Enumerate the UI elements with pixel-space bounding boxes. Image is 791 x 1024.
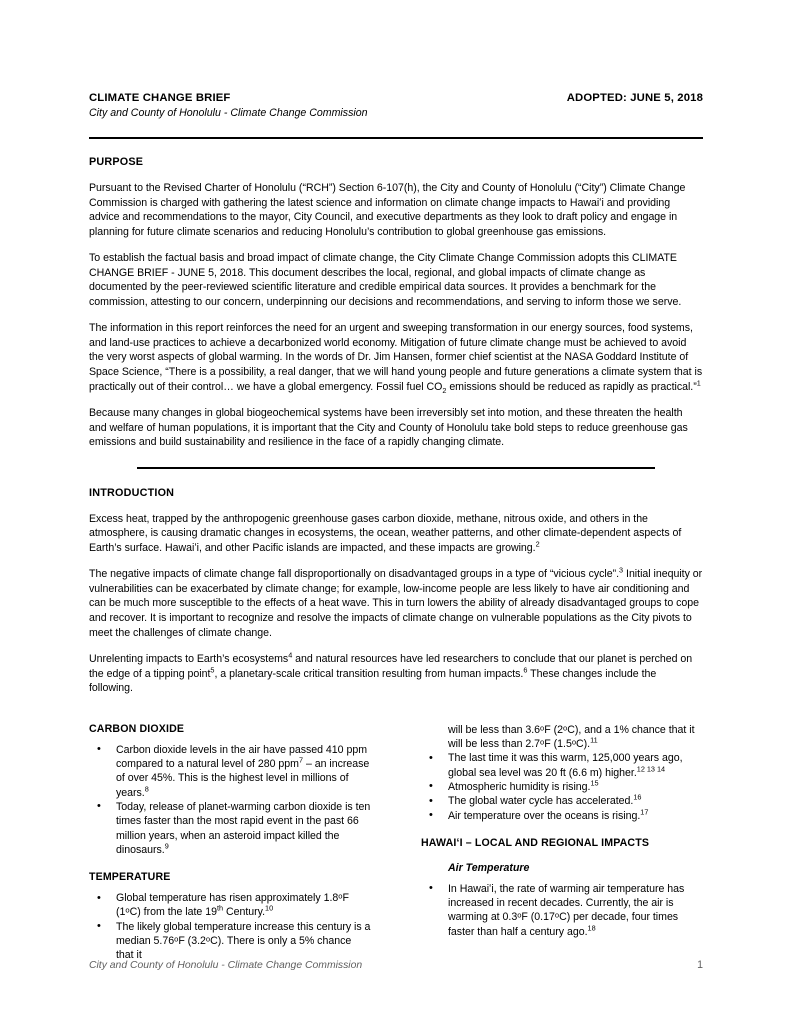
ordinal-suffix-th: th bbox=[216, 903, 224, 913]
co2-b1-part2: – an increase of over 45%. This is the highest level in millions of years. bbox=[116, 758, 370, 799]
document-content bbox=[89, 0, 703, 963]
footnote-ref-2: 2 bbox=[535, 539, 540, 549]
temperature-heading: TEMPERATURE bbox=[89, 871, 171, 884]
introduction-heading: INTRODUCTION bbox=[89, 486, 175, 499]
two-column-section bbox=[89, 723, 703, 963]
cont-part4: F (1.5 bbox=[544, 738, 572, 751]
list-item bbox=[421, 751, 703, 780]
footnote-ref-5: 5 bbox=[210, 665, 215, 675]
purpose-paragraph-hansen bbox=[89, 321, 703, 394]
adopted-date: ADOPTED: JUNE 5, 2018 bbox=[566, 92, 703, 104]
degree-symbol: o bbox=[205, 934, 211, 944]
degree-symbol: o bbox=[554, 911, 560, 921]
header-left-block bbox=[89, 91, 368, 121]
cont-part1: will be less than 3.6 bbox=[448, 723, 541, 736]
intro-p1-text: Excess heat, trapped by the anthropogenic greenhouse gases carbon dioxide, methane, nitrous oxide, and others in the atmosphere, is causing dramatic changes in ecosystems, the ocean, weather patterns, and other climate-dependent aspects of Earth’s surface. Hawaiʻi, and other Pacific islands are impacted, and these impacts are growing. bbox=[89, 512, 682, 554]
temp-b1-part2: F (1 bbox=[116, 892, 349, 919]
temp-b2-part2: F (3.2 bbox=[178, 935, 206, 948]
rb4-text: Air temperature over the oceans is rising. bbox=[448, 809, 641, 822]
rb1-text: The last time it was this warm, 125,000 years ago, global sea level was 20 ft (6.6 m) higher. bbox=[448, 752, 683, 779]
document-footer bbox=[89, 959, 703, 971]
footnote-ref-10: 10 bbox=[265, 903, 274, 913]
footnote-ref-1: 1 bbox=[696, 378, 701, 388]
degree-symbol: o bbox=[174, 934, 179, 944]
left-column bbox=[89, 723, 371, 963]
list-item bbox=[421, 809, 703, 823]
temperature-bullet-list bbox=[89, 891, 371, 962]
hansen-text-part2: emissions should be reduced as rapidly as practical.” bbox=[446, 380, 697, 393]
list-item bbox=[89, 800, 371, 857]
section-divider bbox=[137, 467, 655, 469]
cont-part2: F (2 bbox=[544, 723, 564, 736]
intro-p2-part2: Initial inequity or vulnerabilities can be exacerbated by climate change; for example, low-income people are less likely to have air conditioning and can be much more susceptible to the effects of a heat wave. This in turn lowers the ability of already disadvantaged groups to cope and recover. It is important to recognize and resolve the impacts of climate change on vulnerable populations as the City pivots to meet the challenges of climate change. bbox=[89, 568, 703, 639]
list-item bbox=[421, 780, 703, 794]
footnote-ref-9: 9 bbox=[164, 841, 169, 851]
footnote-ref-17: 17 bbox=[640, 807, 649, 817]
introduction-paragraph-2 bbox=[89, 567, 703, 640]
hansen-text-part1: The information in this report reinforces the need for an urgent and sweeping transformation in our energy sources, food systems, and land-use practices to achieve a decarbonized world economy. Mitigation of future climate change must be achieved to avoid the very worst aspects of global warming. In the words of Dr. Jim Hansen, former chief scientist at the NASA Goddard Institute of Space Science, “There is a possibility, a real danger, that we will hand young people and future generations a climate system that is practically out of their control… we have a global emergency. Fossil fuel CO bbox=[89, 322, 703, 393]
footnote-ref-15: 15 bbox=[590, 778, 599, 788]
footnote-ref-4: 4 bbox=[288, 650, 293, 660]
purpose-heading: PURPOSE bbox=[89, 156, 144, 168]
intro-p2-part1: The negative impacts of climate change fall disproportionally on disadvantaged groups in a type of “vicious cycle”. bbox=[89, 568, 620, 581]
list-item bbox=[421, 794, 703, 808]
rb3-text: The global water cycle has accelerated. bbox=[448, 795, 634, 808]
degree-symbol: o bbox=[571, 737, 577, 747]
footnote-ref-12-14: 12 13 14 bbox=[636, 764, 666, 774]
list-item bbox=[89, 891, 371, 920]
header-divider bbox=[89, 137, 703, 139]
air-temperature-subheading: Air Temperature bbox=[448, 861, 530, 874]
list-item bbox=[89, 743, 371, 800]
intro-p3-part2: and natural resources have led researchers to conclude that our planet is perched on the edge of a tipping point bbox=[89, 653, 693, 680]
intro-p3-part4: These changes include the following. bbox=[89, 667, 657, 695]
cont-part5: C). bbox=[576, 738, 591, 751]
document-title: CLIMATE CHANGE BRIEF bbox=[89, 92, 231, 104]
purpose-paragraph-4: Because many changes in global biogeochemical systems have been irreversibly set into motion, and these threaten the health and welfare of human populations, it is important that the City and County of Honolulu take bold steps to reduce greenhouse gas emissions and build sustainability and resilience in the face of a rapidly changing climate. bbox=[89, 407, 688, 449]
intro-p3-part1: Unrelenting impacts to Earth’s ecosystems bbox=[89, 653, 289, 666]
co2-b2-part1: Today, release of planet-warming carbon dioxide is ten times faster than the most rapid event in the past 66 million years, when an asteroid impact killed the dinosaurs. bbox=[116, 800, 371, 856]
list-item-continuation bbox=[421, 723, 703, 752]
intro-p3-part3: , a planetary-scale critical transition resulting from human impacts. bbox=[214, 667, 524, 680]
co2-subscript: 2 bbox=[442, 385, 447, 395]
temp-b2-part3: C). There is only a 5% chance that it bbox=[116, 935, 352, 962]
temp-b1-part1: Global temperature has risen approximately 1.8 bbox=[116, 892, 339, 905]
introduction-paragraph-1 bbox=[89, 512, 703, 556]
footnote-ref-16: 16 bbox=[633, 792, 642, 802]
hawaii-b1-part2: F (0.17 bbox=[521, 911, 555, 924]
degree-symbol: o bbox=[540, 723, 545, 733]
carbon-dioxide-heading: CARBON DIOXIDE bbox=[89, 722, 185, 735]
degree-symbol: o bbox=[125, 906, 130, 916]
list-item bbox=[89, 920, 371, 963]
document-header bbox=[89, 0, 703, 121]
degree-symbol: o bbox=[563, 723, 568, 733]
footnote-ref-18: 18 bbox=[587, 923, 596, 933]
hawaii-impacts-heading: HAWAIʻI – LOCAL AND REGIONAL IMPACTS bbox=[421, 836, 650, 849]
purpose-paragraph-1: Pursuant to the Revised Charter of Honolulu (“RCH”) Section 6-107(h), the City and County of Honolulu (“City”) Climate Change Commission is charged with gathering the latest science and information on climate change impacts to Hawaiʻi and providing advice and recommendations to the mayor, City Council, and executive departments as they look to draft policy and engage in planning for future climate scenarios and reducing Honolulu’s contribution to global greenhouse gas emissions. bbox=[89, 182, 686, 238]
document-subtitle: City and County of Honolulu - Climate Change Commission bbox=[89, 107, 368, 119]
degree-symbol: o bbox=[540, 737, 545, 747]
introduction-paragraph-3 bbox=[89, 652, 703, 696]
continued-bullet-list bbox=[421, 723, 703, 752]
temp-b1-part4: Century. bbox=[223, 906, 266, 919]
footnote-ref-3: 3 bbox=[619, 565, 624, 575]
footnote-ref-6: 6 bbox=[523, 665, 528, 675]
co2-b1-part1: Carbon dioxide levels in the air have passed 410 ppm compared to a natural level of 280 ppm bbox=[116, 743, 368, 771]
footnote-ref-8: 8 bbox=[144, 784, 149, 794]
degree-symbol: o bbox=[517, 911, 522, 921]
purpose-paragraph-2: To establish the factual basis and broad impact of climate change, the City Climate Change Commission adopts this CLIMATE CHANGE BRIEF - JUNE 5, 2018. This document describes the local, regional, and global impacts of climate change as documented by the peer-reviewed scientific literature and credible empirical data sources. It provides a benchmark for the commission, attesting to our concern, underpinning our decisions and recommendations, and serving to inform those we serve. bbox=[89, 252, 682, 308]
footer-organization: City and County of Honolulu - Climate Change Commission bbox=[89, 960, 363, 971]
hawaii-b1-part1: In Hawaiʻi, the rate of warming air temperature has increased in recent decades. Currently, the air is warming at 0.3 bbox=[448, 882, 685, 924]
right-column bbox=[421, 723, 703, 963]
global-impacts-bullet-list bbox=[421, 751, 703, 822]
temp-b2-part1: The likely global temperature increase this century is a median 5.76 bbox=[116, 920, 371, 948]
footer-page-number: 1 bbox=[697, 959, 703, 971]
carbon-dioxide-bullet-list bbox=[89, 743, 371, 857]
list-item bbox=[421, 882, 703, 939]
rb2-text: Atmospheric humidity is rising. bbox=[448, 780, 591, 793]
hawaii-b1-part3: C) per decade, four times faster than half a century ago. bbox=[448, 911, 679, 938]
degree-symbol: o bbox=[338, 891, 343, 901]
footnote-ref-7: 7 bbox=[298, 755, 304, 765]
footnote-ref-11: 11 bbox=[590, 735, 598, 745]
temp-b1-part3: C) from the late 19 bbox=[129, 906, 217, 919]
cont-part3: C), and a 1% chance that it will be less than 2.7 bbox=[448, 723, 695, 751]
hawaii-air-temperature-bullet-list bbox=[421, 882, 703, 939]
